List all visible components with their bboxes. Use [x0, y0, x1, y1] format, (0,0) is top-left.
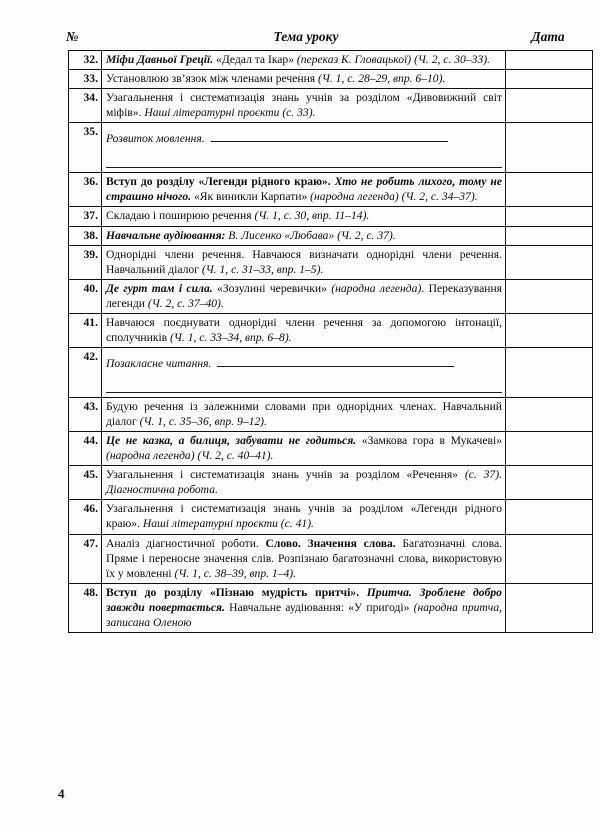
- page-number: 4: [58, 786, 65, 801]
- date-cell[interactable]: [506, 534, 593, 583]
- lesson-theme-cell: [102, 207, 506, 226]
- theme-text-run: Багатозначні слова. Пряме і переносне значення слів. Розпізнаю багатозначні слова, використовую їх у мовленні: [106, 536, 502, 580]
- header-date: Дата: [531, 29, 565, 44]
- table-row: [69, 70, 593, 89]
- row-number: 44.: [69, 432, 102, 466]
- row-number: 39.: [69, 245, 102, 279]
- row-number: 48.: [69, 583, 102, 632]
- row-number: 37.: [69, 207, 102, 226]
- table-row: [69, 534, 593, 583]
- theme-text-run: Вступ до розділу «Легенди рідного краю».: [106, 175, 335, 189]
- table-row: [69, 347, 593, 397]
- table-row: [69, 245, 593, 279]
- row-number: 45.: [69, 466, 102, 500]
- theme-text-run: Будую речення із залежними словами при однорідних членах. Навчальний діалог: [106, 400, 502, 429]
- theme-text-run: (народна легенда) (Ч. 2, с. 34–37).: [310, 190, 478, 204]
- theme-text-run: Узагальнення і систематизація знань учнів за розділом «Речення»: [106, 468, 465, 482]
- table-row: [69, 51, 593, 70]
- theme-text-run: В. Лисенко «Любава» (Ч. 2, с. 37).: [225, 228, 396, 242]
- theme-text-run: (Ч. 1, с. 33–34, впр. 6–8).: [170, 330, 292, 344]
- row-number: 36.: [69, 173, 102, 207]
- theme-text-run: (народна легенда) (Ч. 2, с. 40–41).: [106, 449, 274, 463]
- theme-text-run: «Як виникли Карпати»: [191, 190, 311, 204]
- theme-text-run: Де гурт там і сила.: [106, 281, 213, 295]
- header-number: №: [66, 29, 79, 44]
- theme-text-run: Хто не робить лихого, тому не страшно нічого.: [106, 175, 503, 204]
- write-in-rule[interactable]: [211, 130, 448, 142]
- date-cell[interactable]: [506, 245, 593, 279]
- row-number: 46.: [69, 500, 102, 534]
- theme-text-run: . Переказування легенди: [106, 281, 502, 310]
- date-cell[interactable]: [506, 313, 593, 347]
- date-cell[interactable]: [506, 279, 593, 313]
- date-cell[interactable]: [506, 89, 593, 123]
- theme-text-run: Наші літературні проєкти (с. 41).: [142, 517, 314, 531]
- table-column-headers: [66, 26, 594, 48]
- theme-text-run: Однорідні члени речення. Навчаюся визначати однорідні члени речення. Навчальний діалог: [106, 247, 502, 276]
- date-cell[interactable]: [506, 466, 593, 500]
- table-row: [69, 500, 593, 534]
- row-number: 35.: [69, 123, 102, 173]
- table-row: [69, 466, 593, 500]
- row-number: 41.: [69, 313, 102, 347]
- table-row: [69, 207, 593, 226]
- row-number: 38.: [69, 226, 102, 245]
- theme-text-run: Навчальне аудіювання: «У пригоді»: [224, 600, 414, 614]
- lesson-theme-cell: [102, 89, 506, 123]
- theme-text-run: Вступ до розділу «Пізнаю мудрість притчі».: [106, 585, 367, 599]
- lesson-theme-cell: [102, 245, 506, 279]
- table-row: [69, 279, 593, 313]
- theme-text-run: (с. 37). Діагностична робота.: [106, 468, 502, 497]
- theme-text-run: Міфи Давньої Греції.: [106, 53, 214, 66]
- theme-text-run: Установлюю зв’язок між членами речення: [106, 72, 319, 86]
- theme-text-run: Узагальнення і систематизація знань учнів за розділом «Дивовижний світ міфів».: [106, 91, 502, 120]
- theme-text-run: «Замкова гора в Мукачеві»: [356, 434, 502, 448]
- lesson-theme-cell: [102, 500, 506, 534]
- lesson-theme-cell: [102, 123, 506, 173]
- row-number: 33.: [69, 70, 102, 89]
- row-number: 34.: [69, 89, 102, 123]
- theme-text-run: Складаю і поширюю речення: [106, 209, 255, 223]
- row-number: 43.: [69, 398, 102, 432]
- lesson-theme-cell: [102, 432, 506, 466]
- theme-text-run: Це не казка, а билиця, забувати не годиться.: [106, 434, 357, 448]
- table-row: [69, 583, 593, 632]
- header-theme: Тема уроку: [273, 29, 339, 44]
- lesson-theme-cell: [102, 173, 506, 207]
- theme-text-run: (Ч. 1, с. 30, впр. 11–14).: [254, 209, 370, 223]
- theme-text-run: (Ч. 1, с. 31–33, впр. 1–5).: [201, 262, 324, 276]
- theme-text-run: (Ч. 1, с. 35–36, впр. 9–12).: [139, 415, 267, 429]
- theme-text-run: «Дедал та Ікар»: [213, 53, 297, 66]
- lesson-theme-cell: [102, 51, 506, 70]
- lesson-plan-body: [69, 51, 593, 633]
- theme-text-run: Навчальне аудіювання:: [106, 228, 226, 242]
- row-number: 42.: [69, 347, 102, 397]
- date-cell[interactable]: [506, 207, 593, 226]
- lesson-theme-cell: [102, 279, 506, 313]
- write-in-label: Розвиток мовлення.: [106, 132, 205, 146]
- date-cell[interactable]: [506, 500, 593, 534]
- lesson-theme-cell: [102, 226, 506, 245]
- theme-text-run: (Ч. 1, с. 28–29, впр. 6–10).: [318, 72, 446, 86]
- write-in-label: Позакласне читання.: [106, 356, 212, 370]
- lesson-theme-cell: [102, 313, 506, 347]
- write-in-rule[interactable]: [106, 165, 502, 168]
- write-in-rule[interactable]: [217, 355, 454, 367]
- theme-text-run: Узагальнення і систематизація знань учнів за розділом «Легенди рідного краю».: [106, 502, 502, 531]
- date-cell[interactable]: [506, 398, 593, 432]
- date-cell[interactable]: [506, 226, 593, 245]
- lesson-theme-cell: [102, 398, 506, 432]
- theme-text-run: (народна легенда): [331, 281, 422, 295]
- theme-text-run: (переказ К. Гловацької) (Ч. 2, с. 30–33).: [296, 53, 490, 66]
- date-cell[interactable]: [506, 51, 593, 70]
- theme-text-run: Притча. Зроблене добро завжди повертається.: [106, 585, 502, 614]
- theme-text-run: Навчаюся поєднувати однорідні члени речення за допомогою інтонації, сполучників: [106, 315, 502, 344]
- lesson-plan-table: [68, 50, 593, 633]
- theme-text-run: «Зозулині черевички»: [212, 281, 332, 295]
- date-cell[interactable]: [506, 583, 593, 632]
- date-cell[interactable]: [506, 70, 593, 89]
- date-cell[interactable]: [506, 123, 593, 173]
- table-row: [69, 313, 593, 347]
- table-row: [69, 123, 593, 173]
- table-row: [69, 173, 593, 207]
- write-in-rule[interactable]: [106, 390, 502, 393]
- lesson-theme-cell: [102, 347, 506, 397]
- lesson-theme-cell: [102, 466, 506, 500]
- table-row: [69, 89, 593, 123]
- date-cell[interactable]: [506, 347, 593, 397]
- table-row: [69, 432, 593, 466]
- row-number: 32.: [69, 51, 102, 70]
- lesson-theme-cell: [102, 70, 506, 89]
- lesson-theme-cell: [102, 534, 506, 583]
- theme-text-run: (Ч. 2, с. 37–40).: [147, 296, 224, 310]
- row-number: 40.: [69, 279, 102, 313]
- theme-text-run: Наші літературні проєкти (с. 33).: [144, 106, 316, 120]
- date-cell[interactable]: [506, 173, 593, 207]
- theme-text-run: Слово. Значення слова.: [265, 536, 396, 550]
- lesson-theme-cell: [102, 583, 506, 632]
- date-cell[interactable]: [506, 432, 593, 466]
- theme-text-run: (народна притча, записана Оленою: [106, 600, 503, 629]
- table-row: [69, 226, 593, 245]
- theme-text-run: (Ч. 1, с. 38–39, впр. 1–4).: [174, 566, 297, 580]
- theme-text-run: Аналіз діагностичної роботи.: [106, 536, 266, 550]
- table-row: [69, 398, 593, 432]
- row-number: 47.: [69, 534, 102, 583]
